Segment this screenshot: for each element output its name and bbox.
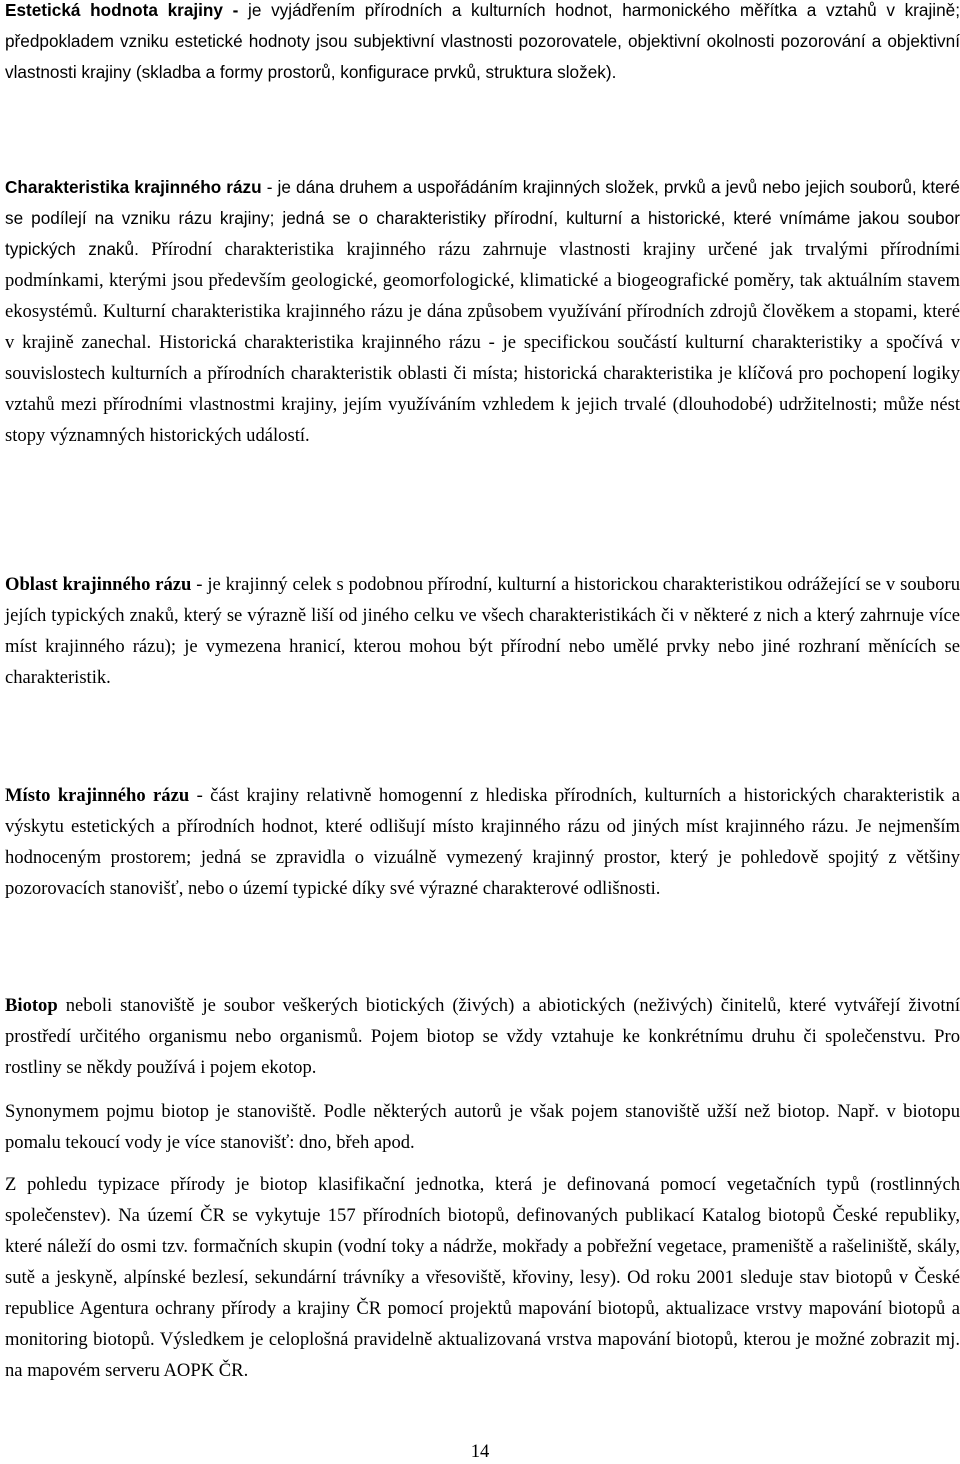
definition-biotop: neboli stanoviště je soubor veškerých biotických (živých) a abiotických (neživých) činitelů, které vytvářejí životní prostředí určitého organismu nebo organismů. Pojem biotop se vždy vztahuje ke konkrétnímu druhu či společenstvu. Pro rostliny se někdy používá i pojem ekotop. xyxy=(5,995,960,1078)
text-biotop-typizace: Z pohledu typizace přírody je biotop klasifikační jednotka, která je definovaná pomocí vegetačních typů (rostlinných společenstev). Na území ČR se vykytuje 157 přírodních biotopů, definovaných publikací Katalog biotopů České republiky, které náleží do osmi tzv. formačních skupin (vodní toky a nádrže, mokřady a pobřežní vegetace, prameniště a rašeliniště, skály, sutě a jeskyně, alpínské bezlesí, sekundární trávníky a vřesoviště, křoviny, lesy). Od roku 2001 sleduje stav biotopů v České republice Agentura ochrany přírody a krajiny ČR pomocí projektů mapování biotopů, aktualizace vrstvy mapování biotopů a monitoring biotopů. Výsledkem je celoplošná pravidelně aktualizovaná vrstva mapování biotopů, kterou je možné zobrazit mj. na mapovém serveru AOPK ČR. xyxy=(5,1174,960,1381)
paragraph-charakteristika xyxy=(5,172,960,451)
definition-misto: - část krajiny relativně homogenní z hlediska přírodních, kulturních a historických charakteristik a výskytu estetických a přírodních hodnot, které odlišují místo krajinného rázu od jiných míst krajinného rázu. Je nejmenším hodnoceným prostorem; jedná se zpravidla o vizuálně vymezený krajinný prostor, který je pohledově spojitý z většiny pozorovacích stanovišť, nebo o území typické díky své výrazné charakterové odlišnosti. xyxy=(5,785,960,899)
paragraph-biotop xyxy=(5,990,960,1083)
definition-estetika: je vyjádřením přírodních a kulturních hodnot, harmonického měřítka a vztahů v krajině; předpokladem vzniku estetické hodnoty jsou subjektivní vlastnosti pozorovatele, objektivní okolnosti pozorování a objektivní vlastnosti krajiny (skladba a formy prostorů, konfigurace prvků, struktura složek). xyxy=(5,0,960,82)
term-misto: Místo krajinného rázu xyxy=(5,785,190,806)
paragraph-biotop-typizace xyxy=(5,1169,960,1386)
paragraph-misto xyxy=(5,780,960,904)
paragraph-estetika xyxy=(5,0,960,88)
definition-charakteristika-sans: - je dána druhem a uspořádáním krajinných složek, prvků a jevů nebo jejich souborů, které se podílejí na vzniku rázu krajiny; jedná se o charakteristiky přírodní, kulturní a historické, které vnímáme jakou soubor typických znaků. xyxy=(5,177,960,259)
term-biotop: Biotop xyxy=(5,995,58,1016)
term-oblast: Oblast krajinného rázu xyxy=(5,574,192,595)
definition-charakteristika-serif: Přírodní charakteristika krajinného rázu zahrnuje vlastnosti krajiny určené jak trvalými přírodními podmínkami, kterými jsou především geologické, geomorfologické, klimatické a biogeografické poměry, tak aktuálním stavem ekosystémů. Kulturní charakteristika krajinného rázu je dána způsobem využívání přírodních zdrojů člověkem a stopami, které v krajině zanechal. Historická charakteristika krajinného rázu - je specifickou součástí kulturní charakteristiky a spočívá v souvislostech kulturních a přírodních charakteristik oblasti či místa; historická charakteristika je klíčová pro pochopení logiky vztahů mezi přírodními vlastnostmi krajiny, jejím využíváním vzhledem k jejich trvalé (dlouhodobé) udržitelnosti; může nést stopy významných historických událostí. xyxy=(5,239,960,446)
term-charakteristika: Charakteristika krajinného rázu xyxy=(5,177,262,197)
definition-oblast: - je krajinný celek s podobnou přírodní, kulturní a historickou charakteristikou odrážející se v souboru jejích typických znaků, který se výrazně liší od jiného celku ve všech charakteristikách či v některé z nich a který zahrnuje více míst krajinného rázu); je vymezena hranicí, kterou mohou být přírodní nebo umělé prvky nebo jiné rozhraní měnících se charakteristik. xyxy=(5,574,960,688)
page-number: 14 xyxy=(470,1441,490,1462)
paragraph-biotop-synonym xyxy=(5,1096,960,1158)
term-estetika: Estetická hodnota krajiny - xyxy=(5,0,239,20)
paragraph-oblast xyxy=(5,569,960,693)
text-biotop-synonym: Synonymem pojmu biotop je stanoviště. Podle některých autorů je však pojem stanoviště užší než biotop. Např. v biotopu pomalu tekoucí vody je více stanovišť: dno, břeh apod. xyxy=(5,1101,960,1153)
